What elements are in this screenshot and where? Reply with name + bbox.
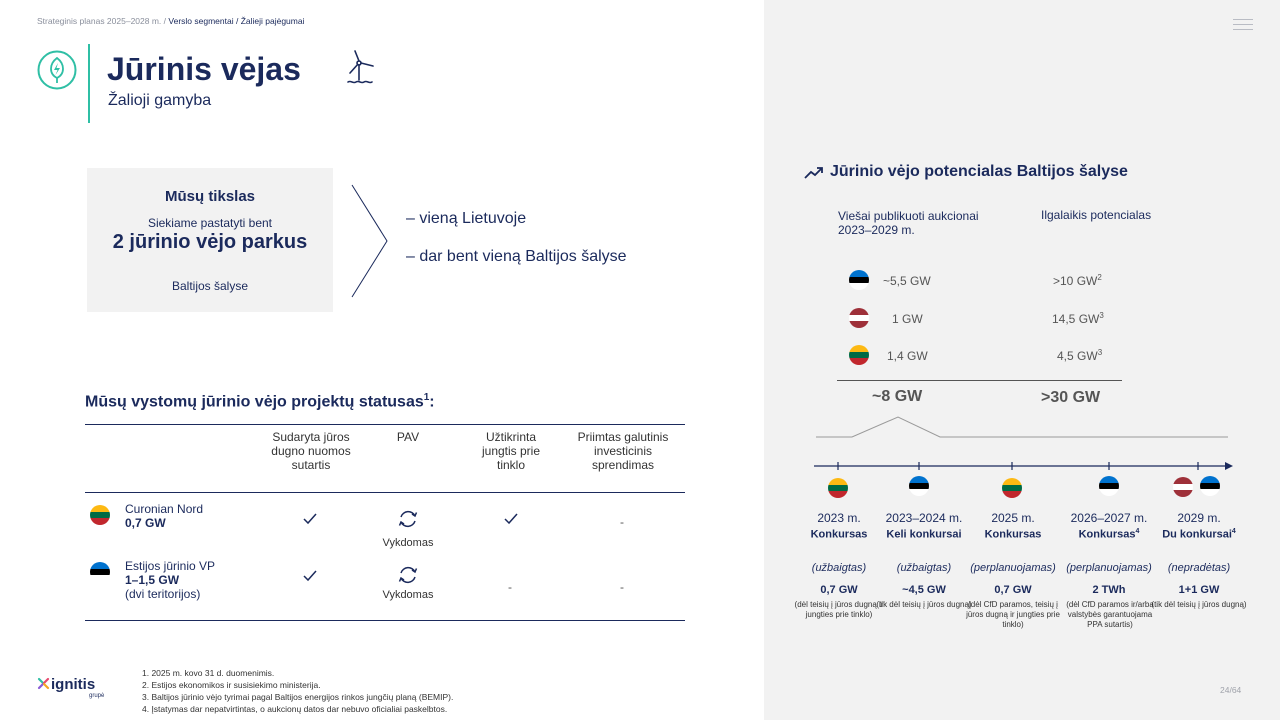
timeline-capacity: 1+1 GW [1178,584,1220,596]
menu-icon[interactable] [1233,19,1253,32]
project-name: Estijos jūrinio VP [125,559,216,573]
estonia-auction-value: ~5,5 GW [883,274,931,288]
timeline-status: (perplanuojamas) [970,562,1056,574]
timeline-status: (nepradėtas) [1167,562,1231,574]
latvia-auction-value: 1 GW [892,312,923,326]
project-capacity: 0,7 GW [125,516,166,530]
estonia-flag-icon [1099,476,1119,496]
projects-title-suffix: : [429,393,435,411]
project-extra: (dvi teritorijos) [125,587,201,601]
timeline-type: Keli konkursai [886,528,962,541]
grid-status-dash: - [508,580,512,594]
page-number: 24/64 [1220,685,1242,695]
timeline-status: (perplanuojamas) [1066,562,1152,574]
footnote-3: 3. Baltijos jūrinio vėjo tyrimai pagal Baltijos energijos rinkos jungčių planą (BEMIP). [142,692,454,702]
column-header-grid: Užtikrinta jungtis prie tinklo [481,430,541,472]
estonia-flag-icon [909,476,929,496]
table-row-curonian-nord[interactable] [125,502,203,530]
table-row-estonia-offshore[interactable] [125,559,215,601]
latvia-long-term-value: 14,5 $GW^3$ [1052,311,1104,326]
pav-status-label: Vykdomas [382,589,434,601]
timeline-status: (užbaigtas) [811,562,867,574]
goal-highlight: 2 jūrinio vėjo parkus [112,231,308,253]
goal-line3: Baltijos šalyse [171,279,249,293]
lithuania-auction-value: 1,4 GW [887,349,928,363]
lithuania-flag-icon [90,505,110,525]
timeline-note: (tik dėl teisių į jūros dugną) [876,600,972,609]
estonia-flag-icon [849,270,869,290]
timeline-capacity: ~4,5 GW [902,584,946,596]
breadcrumb [37,16,304,26]
timeline-capacity: 0,7 GW [820,584,858,596]
page-title: Jūrinis vėjas [107,51,301,87]
goal-line1: Siekiame pastatyti bent [147,216,273,230]
timeline-note: (dėl teisių į jūros dugną ir jungties prie tinklo) [794,600,884,619]
fid-status-dash: - [620,580,624,594]
total-long-term-value: >30 GW [1041,389,1101,406]
estonia-flag-icon [1200,476,1220,496]
timeline-capacity: 0,7 GW [994,584,1032,596]
timeline-type: Konkursas [984,528,1042,541]
fid-status-dash: - [620,515,624,529]
timeline-note: (dėl CfD paramos ir/arba valstybės garantuojama PPA sutartis) [1066,600,1154,629]
goal-item-baltics: – dar bent vieną Baltijos šalyse [406,248,627,265]
latvia-flag-icon [1173,477,1193,497]
column-header-long-term: Ilgalaikis potencialas [1041,208,1152,222]
page-subtitle: Žalioji gamyba [108,92,212,109]
logo-wordmark: ignitis [51,676,96,693]
footnotes [142,667,453,715]
logo-subtext: grupė [89,693,105,699]
total-divider [837,380,1122,381]
chevron-right-icon [350,183,390,299]
project-name: Curonian Nord [125,502,204,516]
timeline-type: Du konkursai$^4$ [1162,528,1236,541]
timeline-note: (dėl CfD paramos, teisių į jūros dugną ir jungties prie tinklo) [966,600,1060,629]
in-progress-icon [397,564,419,586]
timeline-item-2026-2027: 2026–2027 m. Konkursas$^4$ [1059,511,1159,542]
table-bottom-rule [85,620,685,621]
estonia-flag-icon [90,562,110,582]
column-header-auctions: Viešai publikuoti aukcionai 2023–2029 m. [838,209,979,237]
timeline-status: (užbaigtas) [896,562,952,574]
lithuania-long-term-value: 4,5 $GW^3$ [1057,348,1103,363]
footnote-ref[interactable]: 1 [423,392,430,403]
timeline-note: (tik dėl teisių į jūros dugną) [1151,600,1247,609]
timeline-item-2029: 2029 m. Du konkursai$^4$ [1149,511,1249,542]
table-header-rule [85,492,685,493]
wind-turbine-icon [345,49,377,85]
footnote-2: 2. Estijos ekonomikos ir susisiekimo ministerija. [142,680,321,690]
check-icon [503,512,519,526]
footnote-4: 4. Įstatymas dar nepatvirtintas, o aukcionų datos dar nebuvo oficialiai paskelbtos. [142,704,448,714]
breadcrumb-current: Verslo segmentai / Žalieji pajėgumai [168,16,305,26]
lithuania-flag-icon [849,345,869,365]
column-header-lease: Sudaryta jūros dugno nuomos sutartis [271,430,351,472]
projects-title-text: Mūsų vystomų jūrinio vėjo projektų statusas [85,393,424,411]
timeline-item-2023: 2023 m. Konkursas [789,511,889,542]
projects-table-title [85,392,435,411]
leaf-energy-icon [37,50,77,90]
estonia-long-term-value: >10 $GW^2$ [1053,273,1102,288]
goal-box [87,168,333,312]
lithuania-flag-icon [828,478,848,498]
column-header-pav: PAV [396,430,420,444]
timeline-item-2023-2024: 2023–2024 m. Keli konkursai [874,511,974,542]
pav-status-label: Vykdomas [382,537,434,549]
trend-up-icon [804,166,824,180]
check-icon [302,569,318,583]
in-progress-icon [397,508,419,530]
timeline-capacity: 2 TWh [1092,584,1126,596]
potential-title: Jūrinio vėjo potencialas Baltijos šalyse [830,163,1128,180]
breadcrumb-separator: / [163,16,167,26]
goal-heading: Mūsų tikslas [164,188,256,205]
lithuania-flag-icon [1002,478,1022,498]
ignitis-logo[interactable] [37,673,117,701]
breadcrumb-parent[interactable]: Strateginis planas 2025–2028 m. [37,16,162,26]
project-capacity: 1–1,5 GW [125,573,180,587]
footnote-1: 1. 2025 m. kovo 31 d. duomenimis. [142,668,275,678]
column-header-fid: Priimtas galutinis investicinis sprendimas [577,430,669,472]
goal-item-lithuania: – vieną Lietuvoje [406,210,527,227]
check-icon [302,512,318,526]
timeline-type: Konkursas$^4$ [1078,528,1140,541]
table-top-rule [85,424,685,425]
latvia-flag-icon [849,308,869,328]
timeline-type: Konkursas [810,528,868,541]
total-auction-value: ~8 GW [872,388,923,405]
timeline-item-2025: 2025 m. Konkursas [963,511,1063,542]
header-divider [88,44,90,123]
